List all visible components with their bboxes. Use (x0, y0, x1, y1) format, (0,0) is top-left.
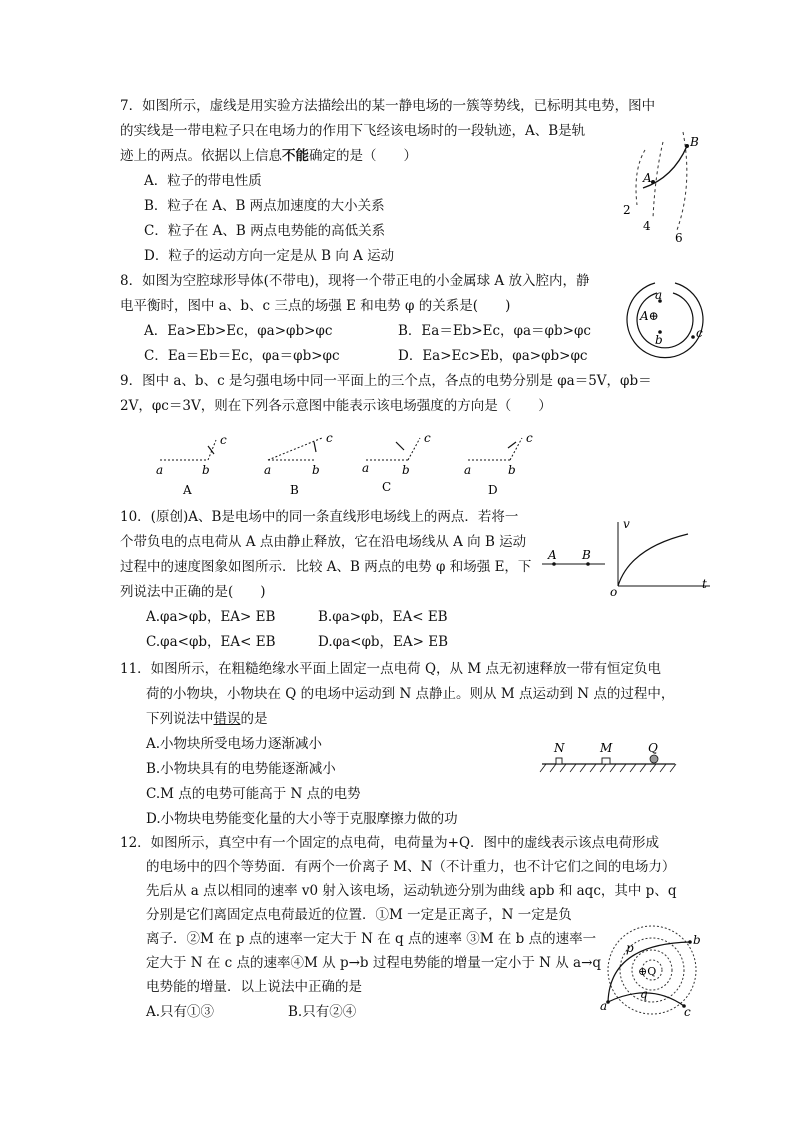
q7-fig-label-6: 6 (675, 231, 683, 245)
q8-hollow-sphere-figure (615, 275, 715, 365)
q9-line2: 2V，φc＝3V，则在下列各示意图中能表示该电场强度的方向是（ ） (120, 398, 552, 414)
q8-option-c: C．Ea＝Eb＝Ec，φa＝φb>φc (144, 348, 340, 364)
q9-a-pt-b: b (202, 463, 210, 477)
q7-fig-label-b: B (690, 135, 699, 149)
q11-line1: 11．如图所示，在粗糙绝缘水平面上固定一点电荷 Q，从 M 点无初速释放一带有恒定负电 (120, 661, 661, 677)
q10-option-b: B.φa>φb，EA< EB (318, 609, 448, 625)
q12-line6: 定大于 N 在 c 点的速率④M 从 p→b 过程电势能的增量一定小于 N 从 a→q (146, 955, 602, 971)
q11-line3: 下列说法中错误的是 (146, 711, 268, 727)
q8-option-a: A．Ea>Eb>Ec，φa>φb>φc (144, 323, 333, 339)
q12-line7: 电势能的增量．以上说法中正确的是 (146, 979, 362, 995)
q10-line2: 个带负电的点电荷从 A 点由静止释放，它在沿电场线从 A 向 B 运动 (120, 534, 527, 550)
q10-line1: 10．(原创)A、B是电场中的同一条直线形电场线上的两点．若将一 (120, 509, 519, 525)
q11-option-b: B.小物块具有的电势能逐渐减小 (146, 761, 336, 777)
q12-fig-label-charge: ⊕Q (638, 965, 657, 978)
q9-b-pt-c: c (326, 431, 333, 445)
q9-label-a: A (183, 483, 192, 497)
q9-b-pt-b: b (312, 463, 320, 477)
q9-d-pt-c: c (526, 431, 533, 445)
q12-equipotential-figure (600, 922, 710, 1017)
q10-option-d: D.φa<φb，EA> EB (318, 634, 449, 650)
q7-line2: 的实线是一带电粒子只在电场力的作用下飞经该电场时的一段轨迹，A、B是轨 (120, 123, 586, 139)
q7-equipotential-figure (615, 130, 705, 250)
q12-option-a: A.只有①③ (146, 1004, 215, 1020)
q9-c-pt-c: c (424, 431, 431, 445)
q7-fig-label-4: 4 (643, 219, 651, 233)
q12-line4: 分别是它们离固定点电荷最近的位置．①M 一定是正离子，N 一定是负 (146, 907, 572, 923)
q12-fig-label-b: b (693, 933, 701, 947)
q9-c-pt-b: b (402, 463, 410, 477)
q11-option-c: C.M 点的电势可能高于 N 点的电势 (146, 786, 361, 802)
q10-field-line-figure (540, 548, 610, 578)
q9-figure-b (264, 431, 333, 497)
q11-fig-label-q: Q (648, 741, 658, 755)
q7-option-b: B．粒子在 A、B 两点加速度的大小关系 (144, 198, 385, 214)
q9-b-pt-a: a (264, 463, 272, 477)
q7-option-d: D．粒子的运动方向一定是从 B 向 A 运动 (144, 248, 395, 264)
q7-option-c: C．粒子在 A、B 两点电势能的高低关系 (144, 223, 386, 239)
q10-axis-t: t (702, 577, 707, 591)
q9-figure-c (362, 431, 431, 494)
q12-fig-label-c: c (684, 1005, 691, 1019)
q9-d-pt-a: a (464, 463, 472, 477)
q11-option-d: D.小物块电势能变化量的大小等于克服摩擦力做的功 (146, 811, 458, 827)
q12-line2: 的电场中的四个等势面．有两个一价离子 M、N（不计重力，也不计它们之间的电场力） (146, 859, 676, 875)
q9-a-pt-a: a (156, 463, 164, 477)
q9-a-pt-c: c (220, 433, 227, 447)
q7-fig-label-a: A (643, 171, 652, 185)
q10-option-c: C.φa<φb，EA< EB (146, 634, 276, 650)
q12-line1: 12．如图所示，真空中有一个固定的点电荷，电荷量为+Q．图中的虚线表示该点电荷形成 (120, 835, 660, 851)
q7-line3: 迹上的两点。依据以上信息不能确定的是（ ） (120, 148, 417, 164)
q10-fig-label-a: A (548, 548, 557, 562)
q10-line4: 列说法中正确的是( ) (120, 584, 266, 600)
q8-fig-label-b: b (655, 333, 663, 347)
q10-line3: 过程中的速度图象如图所示．比较 A、B 两点的电势 φ 和场强 E，下 (120, 559, 532, 575)
q12-line3: 先后从 a 点以相同的速率 v0 射入该电场，运动轨迹分别为曲线 apb 和 aqc，其中 p、q (146, 883, 677, 899)
q9-d-pt-b: b (508, 463, 516, 477)
q8-fig-label-c: c (696, 326, 703, 340)
q8-fig-label-a: a (655, 288, 663, 302)
q10-axis-v: v (623, 517, 630, 531)
q10-axis-o: o (610, 585, 618, 599)
q7-option-a: A．粒子的带电性质 (144, 173, 262, 189)
q9-option-figures (150, 432, 570, 502)
q11-fig-label-n: N (554, 741, 565, 755)
q11-line2: 荷的小物块，小物块在 Q 的电场中运动到 N 点静止。则从 M 点运动到 N 点的过程中， (146, 686, 675, 702)
q9-label-c: C (382, 480, 392, 494)
q10-velocity-graph (610, 518, 720, 598)
q9-line1: 9．图中 a、b、c 是匀强电场中同一平面上的三个点，各点的电势分别是 φa＝5V，φb＝ (120, 373, 652, 389)
q12-fig-label-p: p (626, 941, 634, 955)
q10-option-a: A.φa>φb，EA> EB (146, 609, 276, 625)
q12-fig-label-q: q (640, 987, 648, 1001)
q8-fig-label-charge: A⊕ (640, 309, 659, 323)
q11-fig-label-m: M (600, 741, 613, 755)
q9-c-pt-a: a (362, 461, 370, 475)
q11-surface-figure (540, 740, 680, 775)
q8-option-d: D．Ea>Ec>Eb，φa>φb>φc (398, 348, 588, 364)
q12-fig-label-a: a (600, 999, 608, 1013)
q9-label-b: B (290, 483, 299, 497)
q9-figure-a (156, 433, 227, 497)
q12-option-b: B.只有②④ (288, 1004, 357, 1020)
q9-label-d: D (488, 483, 498, 497)
q7-fig-label-2: 2 (623, 203, 631, 217)
q8-line1: 8．如图为空腔球形导体(不带电)，现将一个带正电的小金属球 A 放入腔内，静 (120, 273, 590, 289)
q11-option-a: A.小物块所受电场力逐渐减小 (146, 736, 323, 752)
q8-line2: 电平衡时，图中 a、b、c 三点的场强 E 和电势 φ 的关系是( ) (120, 298, 511, 314)
q10-fig-label-b: B (582, 548, 591, 562)
q9-figure-d (464, 431, 533, 497)
q8-option-b: B．Ea＝Eb>Ec，φa＝φb>φc (398, 323, 591, 339)
q12-line5: 离子．②M 在 p 点的速率一定大于 N 在 q 点的速率 ③M 在 b 点的速率一 (146, 931, 597, 947)
q7-line1: 7．如图所示，虚线是用实验方法描绘出的某一静电场的一簇等势线，已标明其电势，图中 (120, 98, 656, 114)
